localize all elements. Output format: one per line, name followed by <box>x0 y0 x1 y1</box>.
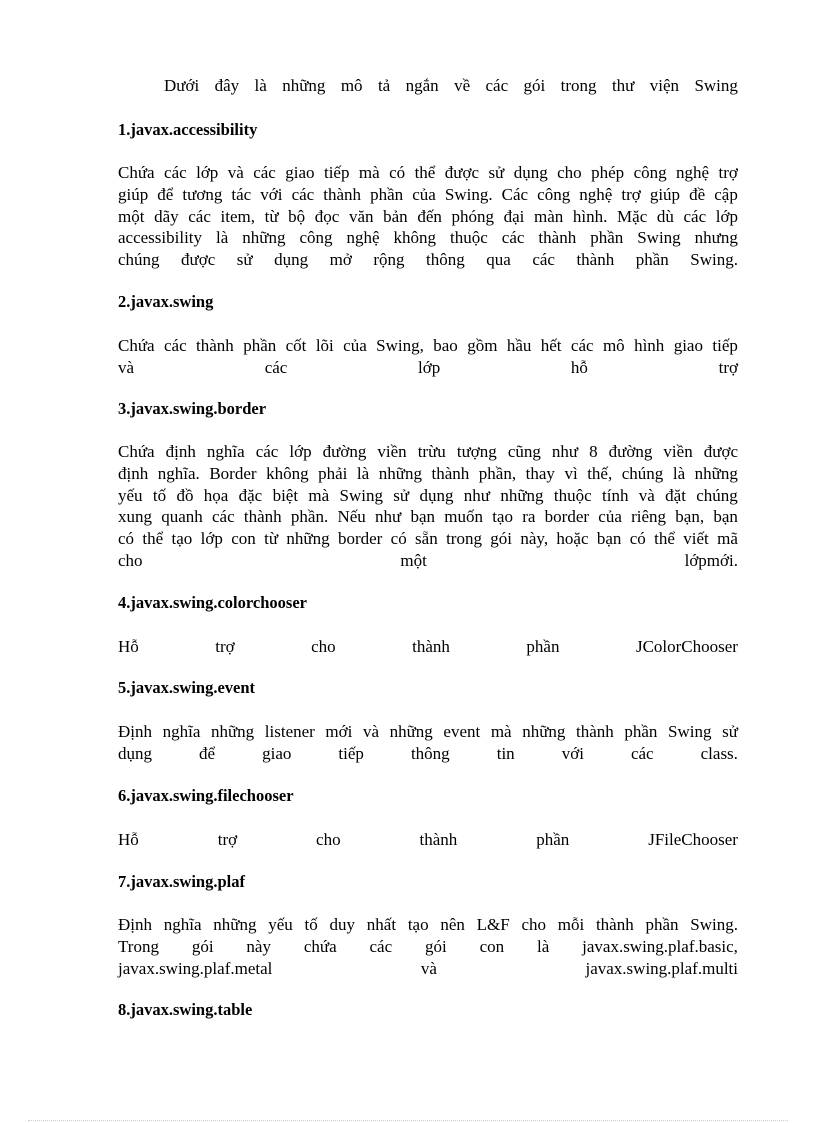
word: công <box>633 163 667 182</box>
word: tiếp <box>712 336 738 355</box>
paragraph-line <box>118 463 738 485</box>
word: bộ <box>288 206 306 226</box>
paragraph-line <box>118 506 738 528</box>
word: giúp <box>118 184 149 204</box>
word: và <box>420 958 437 978</box>
word: này, <box>520 529 549 549</box>
word: Hỗ <box>118 830 139 849</box>
word: thể <box>654 529 675 549</box>
intro-word: Dưới <box>164 76 200 95</box>
paragraph-line <box>118 485 738 507</box>
word: các <box>532 250 555 270</box>
word: lớpmới. <box>684 551 738 570</box>
word: cho <box>521 915 546 934</box>
word: rộng <box>373 250 405 270</box>
word: cũng <box>507 442 541 461</box>
word: phần, <box>478 463 517 483</box>
word: trợ <box>217 830 238 849</box>
word: Swing <box>339 485 383 505</box>
word: các <box>369 936 393 956</box>
word: viền <box>377 442 407 461</box>
word: nghĩa. <box>157 463 200 483</box>
word: những <box>213 915 257 934</box>
word: từ <box>264 206 279 226</box>
word: tạo <box>492 507 513 527</box>
word: hình <box>634 336 665 355</box>
word: javax.swing.plaf.multi <box>585 958 738 978</box>
word: Swing. <box>444 184 493 204</box>
word: trợ <box>718 163 738 182</box>
word: mà <box>358 163 380 182</box>
word: giao <box>285 163 315 182</box>
word: và <box>362 722 379 741</box>
word: sử <box>488 163 505 182</box>
word: tính <box>602 485 629 505</box>
paragraph-line <box>118 550 738 572</box>
word: bao <box>433 336 458 355</box>
word: phần <box>624 722 658 741</box>
word: hình. <box>572 206 608 226</box>
word: JColorChooser <box>635 637 738 656</box>
word: phải <box>318 463 348 483</box>
word: thành <box>431 463 470 483</box>
word: viền <box>663 442 693 461</box>
word: nhưng <box>694 228 738 248</box>
word: với <box>260 184 283 204</box>
word: trợ <box>621 184 641 204</box>
word: thành <box>323 184 362 204</box>
word: lớp <box>715 206 738 226</box>
word: các <box>630 743 654 763</box>
paragraph-line <box>118 335 738 357</box>
word: thuộc <box>450 228 488 248</box>
word: có <box>118 529 135 549</box>
intro-word: tả <box>377 76 391 95</box>
word: những <box>522 722 566 741</box>
word: tạo <box>171 529 193 549</box>
page-bottom-rule <box>28 1120 788 1121</box>
word: dãy <box>154 206 179 226</box>
word: một <box>400 551 427 570</box>
word: 8 <box>589 442 598 461</box>
word: item, <box>220 206 255 226</box>
intro-word: ngắn <box>405 76 439 95</box>
word: tác <box>231 184 252 204</box>
word: mã <box>717 529 738 549</box>
word: phần <box>243 336 277 355</box>
word: để <box>157 184 174 204</box>
word: cho <box>557 163 582 182</box>
word: Chứa <box>118 163 155 182</box>
word: muốn <box>444 507 483 527</box>
word: những <box>694 463 738 483</box>
word: Nếu <box>337 507 366 527</box>
word: và <box>118 357 135 377</box>
word: dụng <box>274 250 309 270</box>
word: hoặc <box>556 529 589 549</box>
word: lớp <box>289 442 312 461</box>
word: tượng <box>456 442 497 461</box>
paragraph-line <box>118 227 738 249</box>
word: cốt <box>285 336 307 355</box>
paragraph-line <box>118 528 738 550</box>
word: border <box>337 529 383 549</box>
word: như <box>375 507 402 527</box>
word: trừu <box>417 442 446 461</box>
word: phần <box>536 830 570 849</box>
word: giúp <box>649 184 681 204</box>
word: các <box>255 442 279 461</box>
word: họa <box>203 485 229 505</box>
word: thay <box>525 463 555 483</box>
word: riêng <box>631 507 667 527</box>
word: sử <box>236 250 253 270</box>
word: những <box>210 722 255 741</box>
word: tin <box>496 743 515 763</box>
intro-word: các <box>485 76 509 95</box>
word: mới <box>325 722 353 741</box>
word: Trong <box>118 936 159 956</box>
word: cho <box>316 830 341 849</box>
word: bạn <box>410 507 435 527</box>
word: Border <box>209 463 257 483</box>
word: cập <box>714 184 738 204</box>
word: gói <box>191 936 214 956</box>
word: màn <box>534 206 564 226</box>
word: phép <box>591 163 625 182</box>
word: được <box>181 250 216 270</box>
word: nghĩa <box>163 915 202 934</box>
word: công <box>537 184 571 204</box>
intro-word: Swing <box>694 76 738 95</box>
word: Các <box>501 184 529 204</box>
word: có <box>390 529 407 549</box>
word: được <box>444 163 480 182</box>
word: quanh <box>161 507 203 527</box>
word: con <box>479 936 505 956</box>
word: gói <box>424 936 447 956</box>
paragraph-line <box>118 936 738 958</box>
paragraph-line <box>118 743 738 765</box>
word: văn <box>348 206 374 226</box>
intro-line <box>164 76 738 96</box>
word: thành <box>576 722 614 741</box>
word: những <box>389 722 433 741</box>
word: những <box>286 529 330 549</box>
word: lớp <box>200 529 223 549</box>
word: sử <box>393 485 410 505</box>
word: con <box>231 529 256 549</box>
paragraph-line <box>118 162 738 184</box>
word: đại <box>503 206 525 226</box>
word: các <box>253 163 276 182</box>
word: Mặc <box>617 206 648 226</box>
section-heading: 5.javax.swing.event <box>118 678 256 697</box>
word: các <box>683 206 707 226</box>
word: thuộc <box>553 485 592 505</box>
word: lõi <box>315 336 334 355</box>
word: dụng <box>118 743 152 763</box>
word: bạn <box>596 529 622 549</box>
word: sẵn <box>415 529 438 549</box>
word: thành <box>419 830 458 849</box>
word: này <box>246 936 271 956</box>
word: border <box>544 507 590 527</box>
word: dụng <box>419 485 454 505</box>
intro-word: trong <box>560 76 597 95</box>
paragraph-line <box>118 184 738 206</box>
word: đọc <box>314 206 340 226</box>
word: chúng <box>621 463 664 483</box>
word: định <box>118 463 149 483</box>
word: đường <box>608 442 653 461</box>
word: dù <box>656 206 674 226</box>
word: những <box>500 485 544 505</box>
word: các <box>570 336 594 355</box>
word: phần <box>635 250 669 270</box>
word: yếu <box>118 485 143 505</box>
word: listener <box>264 722 315 741</box>
word: hỗ <box>570 357 588 377</box>
word: là <box>216 228 229 248</box>
intro-word: gói <box>523 76 546 95</box>
word: thành <box>595 915 634 934</box>
word: của <box>343 336 367 355</box>
word: đặc <box>238 485 263 505</box>
word: nghệ <box>346 228 380 248</box>
word: tố <box>304 915 318 934</box>
word: một <box>118 206 145 226</box>
intro-word: đây <box>214 76 240 95</box>
word: vì <box>564 463 578 483</box>
word: được <box>703 442 738 461</box>
word: hết <box>540 336 562 355</box>
word: tạo <box>407 915 429 934</box>
word: của <box>412 184 436 204</box>
word: nên <box>440 915 465 934</box>
word: trong <box>446 529 482 549</box>
word: thành <box>243 507 282 527</box>
word: công <box>299 228 333 248</box>
word: phần <box>590 228 624 248</box>
word: viết <box>683 529 709 549</box>
word: các <box>291 184 315 204</box>
word: Swing. <box>690 250 738 270</box>
paragraph-line <box>118 249 738 271</box>
word: thế, <box>587 463 613 483</box>
intro-word: những <box>282 76 326 95</box>
word: Chứa <box>118 442 155 461</box>
intro-word: thư <box>611 76 635 95</box>
paragraph-line <box>118 206 738 228</box>
word: JFileChooser <box>648 830 738 849</box>
word: duy <box>329 915 356 934</box>
word: những <box>242 228 286 248</box>
word: và <box>227 163 244 182</box>
word: nhất <box>366 915 397 934</box>
word: lớp <box>196 163 219 182</box>
word: phần. <box>290 507 329 527</box>
word: class. <box>700 743 738 763</box>
word: nghĩa <box>206 442 245 461</box>
word: các <box>264 357 288 377</box>
word: biệt <box>272 485 299 505</box>
section-heading: 2.javax.swing <box>118 292 214 311</box>
paragraph-line <box>118 721 738 743</box>
word: thể <box>142 529 164 549</box>
word: gói <box>490 529 513 549</box>
word: xung <box>118 507 152 527</box>
word: dụng <box>513 163 548 182</box>
word: trợ <box>718 357 738 377</box>
word: để <box>199 743 216 763</box>
word: mà <box>308 485 330 505</box>
section-heading: 7.javax.swing.plaf <box>118 872 245 891</box>
word: những <box>378 463 422 483</box>
word: định <box>165 442 196 461</box>
word: accessibility <box>118 228 203 248</box>
word: thành <box>412 637 450 656</box>
intro-word: là <box>254 76 267 95</box>
word: bạn <box>713 507 738 527</box>
word: Định <box>118 722 152 741</box>
word: đồ <box>176 485 194 505</box>
paragraph-line <box>118 441 738 463</box>
word: mỗi <box>557 915 585 934</box>
word: với <box>561 743 584 763</box>
word: các <box>164 336 187 355</box>
word: javax.swing.plaf.metal <box>118 958 273 978</box>
word: Chứa <box>118 336 155 355</box>
word: đến <box>417 206 442 226</box>
word: nghệ <box>676 163 710 182</box>
word: phần <box>526 637 560 656</box>
word: của <box>598 507 622 527</box>
word: javax.swing.plaf.basic, <box>582 936 738 956</box>
word: phóng <box>451 206 494 226</box>
word: giao <box>673 336 703 355</box>
word: chúng <box>118 250 160 270</box>
word: như <box>463 485 491 505</box>
word: trợ <box>215 637 235 656</box>
word: cho <box>118 551 143 570</box>
word: Swing, <box>376 336 424 355</box>
intro-word: viện <box>649 76 680 95</box>
section-heading: 8.javax.swing.table <box>118 1000 253 1019</box>
word: mở <box>329 250 352 270</box>
word: các <box>212 507 235 527</box>
section-heading: 4.javax.swing.colorchooser <box>118 593 307 612</box>
word: nghĩa <box>162 722 201 741</box>
word: bản <box>383 206 408 226</box>
word: có <box>629 529 646 549</box>
word: phần <box>645 915 679 934</box>
word: các <box>164 163 187 182</box>
word: là <box>356 463 370 483</box>
word: Swing. <box>690 915 738 934</box>
word: hầu <box>506 336 532 355</box>
word: giao <box>262 743 292 763</box>
word: thành <box>576 250 615 270</box>
word: không <box>266 463 309 483</box>
word: mà <box>490 722 512 741</box>
word: ra <box>522 507 536 527</box>
word: thông <box>410 743 450 763</box>
word: Hỗ <box>118 637 139 656</box>
word: mô <box>602 336 625 355</box>
word: tiếp <box>323 163 350 182</box>
word: thành <box>538 228 577 248</box>
word: thể <box>414 163 436 182</box>
word: thành <box>196 336 234 355</box>
word: L&F <box>476 915 510 934</box>
section-heading: 6.javax.swing.filechooser <box>118 786 294 805</box>
word: đặt <box>665 485 686 505</box>
word: chứa <box>303 936 337 956</box>
word: tố <box>152 485 167 505</box>
paragraph-line <box>118 958 738 980</box>
section-heading: 3.javax.swing.border <box>118 399 267 418</box>
word: các <box>501 228 525 248</box>
paragraph-line <box>118 914 738 936</box>
word: như <box>551 442 579 461</box>
paragraph-line <box>118 357 738 379</box>
word: sử <box>722 722 738 741</box>
word: Định <box>118 915 152 934</box>
word: đường <box>322 442 367 461</box>
word: Swing <box>637 228 681 248</box>
word: tiếp <box>338 743 364 763</box>
word: yếu <box>268 915 293 934</box>
word: lớp <box>418 357 441 377</box>
word: đề <box>689 184 706 204</box>
word: là <box>536 936 550 956</box>
word: phần <box>370 184 404 204</box>
word: tương <box>182 184 223 204</box>
word: bạn, <box>675 507 705 527</box>
section-heading: 1.javax.accessibility <box>118 120 258 139</box>
word: các <box>188 206 211 226</box>
word: nghệ <box>579 184 613 204</box>
paragraph-line <box>118 636 738 658</box>
intro-word: về <box>454 76 471 95</box>
word: từ <box>264 529 279 549</box>
word: event <box>443 722 481 741</box>
paragraph-line <box>118 829 738 851</box>
word: và <box>638 485 655 505</box>
word: cho <box>311 637 336 656</box>
word: chúng <box>696 485 738 505</box>
word: là <box>672 463 686 483</box>
intro-word: mô <box>340 76 363 95</box>
word: Swing <box>668 722 712 741</box>
word: thông <box>426 250 465 270</box>
word: không <box>393 228 437 248</box>
word: qua <box>486 250 511 270</box>
word: có <box>389 163 406 182</box>
word: gồm <box>467 336 498 355</box>
